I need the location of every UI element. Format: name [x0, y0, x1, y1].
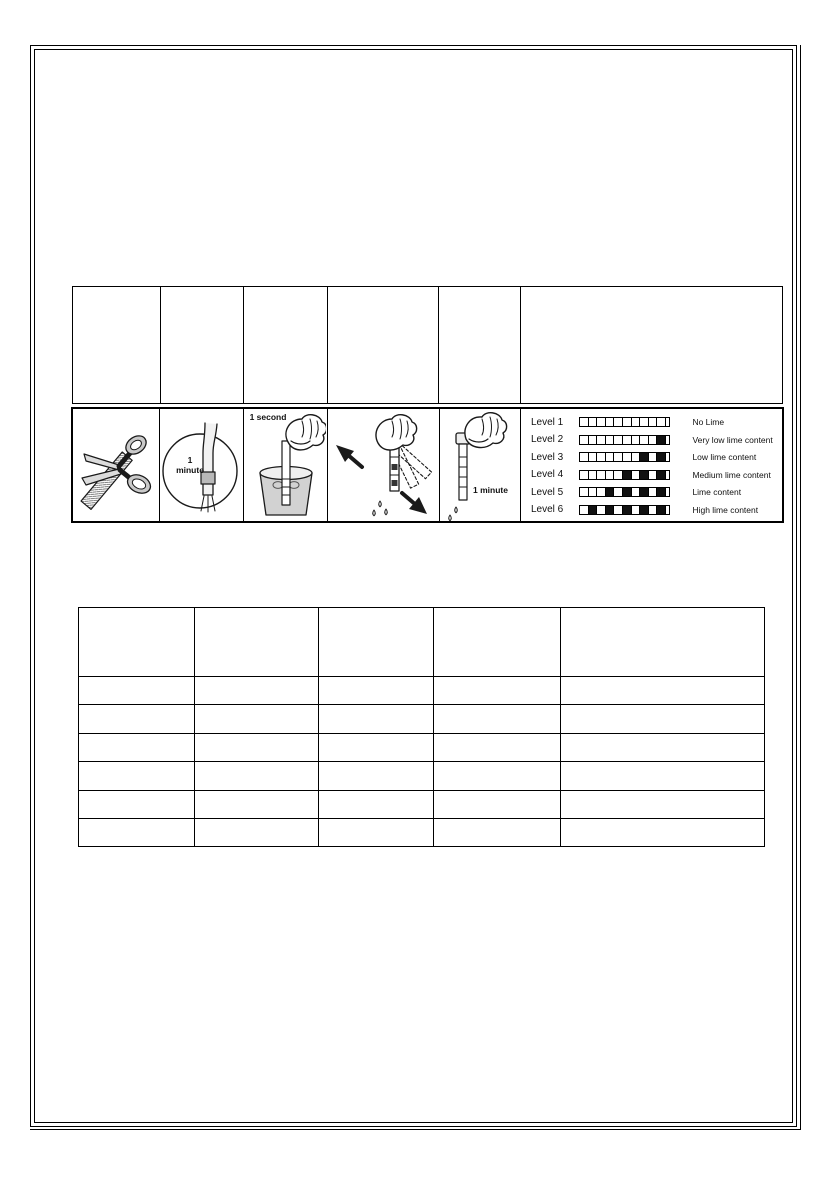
- legend-level-label: Level 4: [531, 469, 564, 481]
- strip-square-white: [606, 471, 615, 479]
- legend-description: Very low lime content: [692, 434, 773, 445]
- results-cell: [319, 819, 434, 847]
- results-cell: [434, 734, 561, 762]
- results-cell: [434, 791, 561, 819]
- strip-square-black: [657, 488, 666, 496]
- strip-square-white: [632, 488, 641, 496]
- strip-square-white: [614, 488, 623, 496]
- strip-square-white: [589, 488, 598, 496]
- strip-square-white: [649, 436, 658, 444]
- shake-off-water-icon: [328, 409, 438, 521]
- strip-square-white: [640, 418, 649, 426]
- strip-square-black: [657, 453, 666, 461]
- test-strip-pattern: [579, 435, 670, 445]
- strip-square-black: [657, 436, 666, 444]
- results-cell: [79, 705, 195, 733]
- strip-end-cap: [666, 471, 670, 479]
- step-cut-strip: [73, 409, 160, 521]
- strip-square-white: [597, 471, 606, 479]
- legend-level-label: Level 3: [531, 451, 564, 463]
- strip-square-black: [640, 453, 649, 461]
- instruction-caption-table: [72, 286, 783, 404]
- strip-square-white: [623, 418, 632, 426]
- caption-cell: [73, 287, 161, 403]
- strip-square-black: [657, 471, 666, 479]
- caption-cell: [439, 287, 521, 403]
- strip-square-white: [597, 506, 606, 514]
- strip-square-white: [657, 418, 666, 426]
- legend-row: [531, 435, 782, 445]
- results-header-cell: [79, 608, 195, 677]
- strip-square-white: [589, 453, 598, 461]
- caption-cell: [521, 287, 782, 403]
- page-edge-line-right: [800, 45, 801, 1130]
- results-cell: [561, 677, 764, 705]
- step-shake-off: [328, 409, 440, 521]
- lime-legend: [521, 409, 782, 521]
- strip-square-white: [597, 418, 606, 426]
- strip-square-black: [606, 488, 615, 496]
- results-cell: [561, 791, 764, 819]
- strip-square-black: [657, 506, 666, 514]
- strip-square-white: [597, 453, 606, 461]
- wait-label: 1 minute: [473, 485, 508, 495]
- strip-square-black: [640, 471, 649, 479]
- results-cell: [195, 677, 319, 705]
- strip-square-black: [623, 488, 632, 496]
- strip-square-white: [580, 418, 589, 426]
- strip-square-white: [632, 506, 641, 514]
- page-edge-line-bottom: [30, 1129, 801, 1130]
- strip-end-cap: [666, 453, 670, 461]
- strip-square-white: [632, 453, 641, 461]
- test-strip-pattern: [579, 452, 670, 462]
- results-cell: [319, 677, 434, 705]
- strip-end-cap: [666, 488, 670, 496]
- results-cell: [434, 677, 561, 705]
- legend-level-label: Level 2: [531, 434, 564, 446]
- dip-strip-in-cup-icon: [244, 409, 326, 521]
- strip-square-white: [606, 418, 615, 426]
- strip-square-white: [606, 436, 615, 444]
- results-cell: [79, 734, 195, 762]
- strip-square-white: [589, 436, 598, 444]
- legend-level-label: Level 5: [531, 486, 564, 498]
- legend-row: [531, 452, 782, 462]
- legend-row: [531, 470, 782, 480]
- legend-description: No Lime: [692, 417, 725, 427]
- legend-level-label: Level 1: [531, 416, 564, 428]
- results-cell: [79, 791, 195, 819]
- timer-label: 1 minute: [176, 455, 204, 475]
- results-header-cell: [434, 608, 561, 677]
- legend-description: Low lime content: [692, 452, 757, 463]
- strip-square-white: [623, 453, 632, 461]
- strip-square-white: [597, 436, 606, 444]
- results-cell: [319, 791, 434, 819]
- caption-cell: [328, 287, 439, 403]
- strip-square-black: [589, 506, 598, 514]
- results-cell: [79, 819, 195, 847]
- strip-square-white: [632, 471, 641, 479]
- strip-square-white: [597, 488, 606, 496]
- results-cell: [195, 734, 319, 762]
- strip-square-black: [640, 488, 649, 496]
- strip-square-white: [589, 418, 598, 426]
- results-header-cell: [195, 608, 319, 677]
- results-cell: [79, 677, 195, 705]
- test-strip-pattern: [579, 505, 670, 515]
- strip-end-cap: [666, 418, 670, 426]
- caption-cell: [161, 287, 244, 403]
- results-cell: [561, 819, 764, 847]
- test-strip-pattern: [579, 470, 670, 480]
- legend-row: [531, 487, 782, 497]
- legend-row: [531, 505, 782, 515]
- results-header-cell: [319, 608, 434, 677]
- strip-square-white: [580, 506, 589, 514]
- dip-label: 1 second: [249, 412, 287, 422]
- strip-end-cap: [666, 436, 670, 444]
- results-cell: [319, 734, 434, 762]
- scissors-icon: [73, 409, 158, 521]
- strip-square-white: [632, 418, 641, 426]
- strip-square-white: [580, 436, 589, 444]
- step-timer-1-minute: [160, 409, 244, 521]
- results-cell: [561, 762, 764, 790]
- legend-description: Medium lime content: [692, 469, 771, 480]
- strip-square-white: [614, 506, 623, 514]
- test-strip-pattern: [579, 417, 670, 427]
- results-header-cell: [561, 608, 764, 677]
- strip-square-white: [649, 488, 658, 496]
- results-cell: [561, 705, 764, 733]
- strip-square-black: [606, 506, 615, 514]
- strip-square-white: [614, 436, 623, 444]
- results-cell: [561, 734, 764, 762]
- results-cell: [79, 762, 195, 790]
- hold-strip-wait-icon: [440, 409, 519, 521]
- step-wait-1-minute: [440, 409, 521, 521]
- strip-square-white: [649, 453, 658, 461]
- results-cell: [195, 705, 319, 733]
- step-dip-1-second: [244, 409, 328, 521]
- strip-square-white: [649, 418, 658, 426]
- strip-square-white: [649, 471, 658, 479]
- strip-square-white: [614, 471, 623, 479]
- strip-square-white: [632, 436, 641, 444]
- legend-description: Lime content: [692, 487, 742, 498]
- instruction-steps-table: [71, 407, 784, 523]
- strip-end-cap: [666, 506, 670, 514]
- results-cell: [434, 762, 561, 790]
- strip-square-white: [649, 506, 658, 514]
- caption-cell: [244, 287, 328, 403]
- strip-square-white: [606, 453, 615, 461]
- results-cell: [319, 705, 434, 733]
- legend-level-label: Level 6: [531, 504, 564, 516]
- strip-square-white: [580, 453, 589, 461]
- results-cell: [195, 762, 319, 790]
- results-cell: [195, 791, 319, 819]
- results-cell: [434, 705, 561, 733]
- legend-row: [531, 417, 782, 427]
- results-cell: [434, 819, 561, 847]
- strip-square-black: [623, 506, 632, 514]
- page-border-inner: [34, 49, 793, 1123]
- strip-square-black: [640, 506, 649, 514]
- strip-square-white: [580, 488, 589, 496]
- strip-square-white: [640, 436, 649, 444]
- test-strip-pattern: [579, 487, 670, 497]
- strip-square-white: [589, 471, 598, 479]
- strip-square-white: [614, 453, 623, 461]
- strip-square-black: [623, 471, 632, 479]
- strip-square-white: [580, 471, 589, 479]
- results-table: [78, 607, 765, 847]
- strip-square-white: [623, 436, 632, 444]
- strip-square-white: [614, 418, 623, 426]
- results-cell: [319, 762, 434, 790]
- results-cell: [195, 819, 319, 847]
- legend-description: High lime content: [692, 504, 759, 515]
